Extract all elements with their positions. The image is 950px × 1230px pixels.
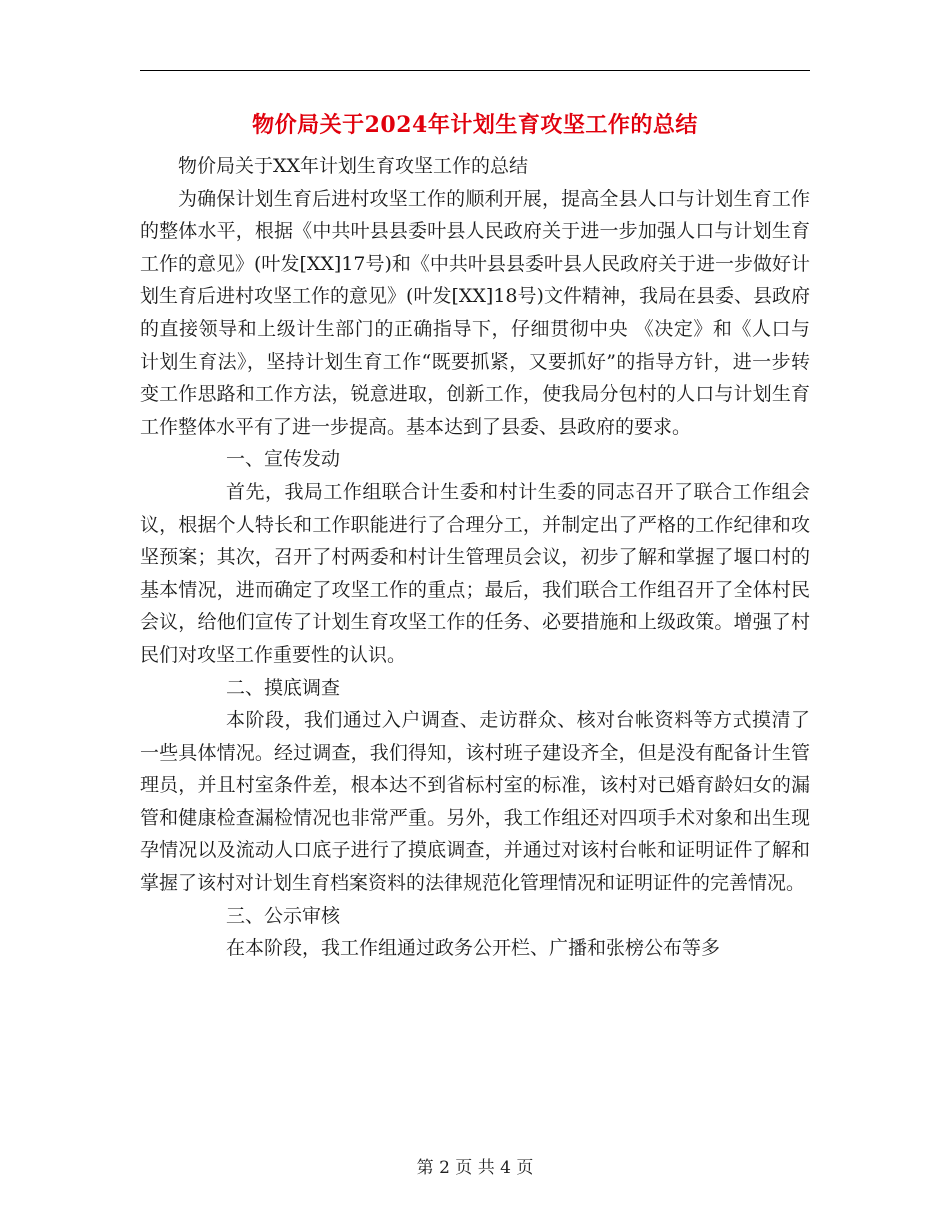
section-heading-3: 三、公示审核 xyxy=(226,904,341,927)
page-footer: 第 2 页 共 4 页 xyxy=(416,1158,534,1178)
document-title: 物价局关于2024年计划生育攻坚工作的总结 xyxy=(252,112,698,138)
subtitle-paragraph: 物价局关于XX年计划生育攻坚工作的总结 xyxy=(178,155,529,177)
document-body xyxy=(140,150,810,965)
section-heading-1: 一、宣传发动 xyxy=(226,448,341,471)
intro-paragraph: 为确保计划生育后进村攻坚工作的顺利开展，提高全县人口与计划生育工作的整体水平，根据《中共叶县县委叶县人民政府关于进一步加强人口与计划生育工作的意见》(叶发[XX]17号)和《中共叶县县委叶县人民政府关于进一步做好计划生育后进村攻坚工作的意见》(叶发[XX]18号)文件精神，我局在县委、县政府的直接领导和上级计生部门的正确指导下，仔细贯彻中央 《决定》和《人口与计划生育法》，坚持计划生育工作“既要抓紧，又要抓好”的指导方针，进一步转变工作思路和工作方法，锐意进取，创新工作，使我局分包村的人口与计划生育工作整体水平有了进一步提高。基本达到了县委、县政府的要求。 xyxy=(140,187,810,438)
section-paragraph-3: 在本阶段，我工作组通过政务公开栏、广播和张榜公布等多 xyxy=(226,937,721,960)
section-heading-2: 二、摸底调查 xyxy=(226,676,341,699)
section-paragraph-2: 本阶段，我们通过入户调查、走访群众、核对台帐资料等方式摸清了一些具体情况。经过调查，我们得知，该村班子建设齐全，但是没有配备计生管理员，并且村室条件差，根本达不到省标村室的标准，该村对已婚育龄妇女的漏管和健康检查漏检情况也非常严重。另外，我工作组还对四项手术对象和出生现孕情况以及流动人口底子进行了摸底调查，并通过对该村台帐和证明证件了解和掌握了该村对计划生育档案资料的法律规范化管理情况和证明证件的完善情况。 xyxy=(140,709,810,895)
header-rule xyxy=(140,70,810,71)
section-paragraph-1: 首先，我局工作组联合计生委和村计生委的同志召开了联合工作组会议，根据个人特长和工作职能进行了合理分工，并制定出了严格的工作纪律和攻坚预案；其次，召开了村两委和村计生管理员会议，初步了解和掌握了堰口村的基本情况，进而确定了攻坚工作的重点；最后，我们联合工作组召开了全体村民会议，给他们宣传了计划生育攻坚工作的任务、必要措施和上级政策。增强了村民们对攻坚工作重要性的认识。 xyxy=(140,480,810,666)
